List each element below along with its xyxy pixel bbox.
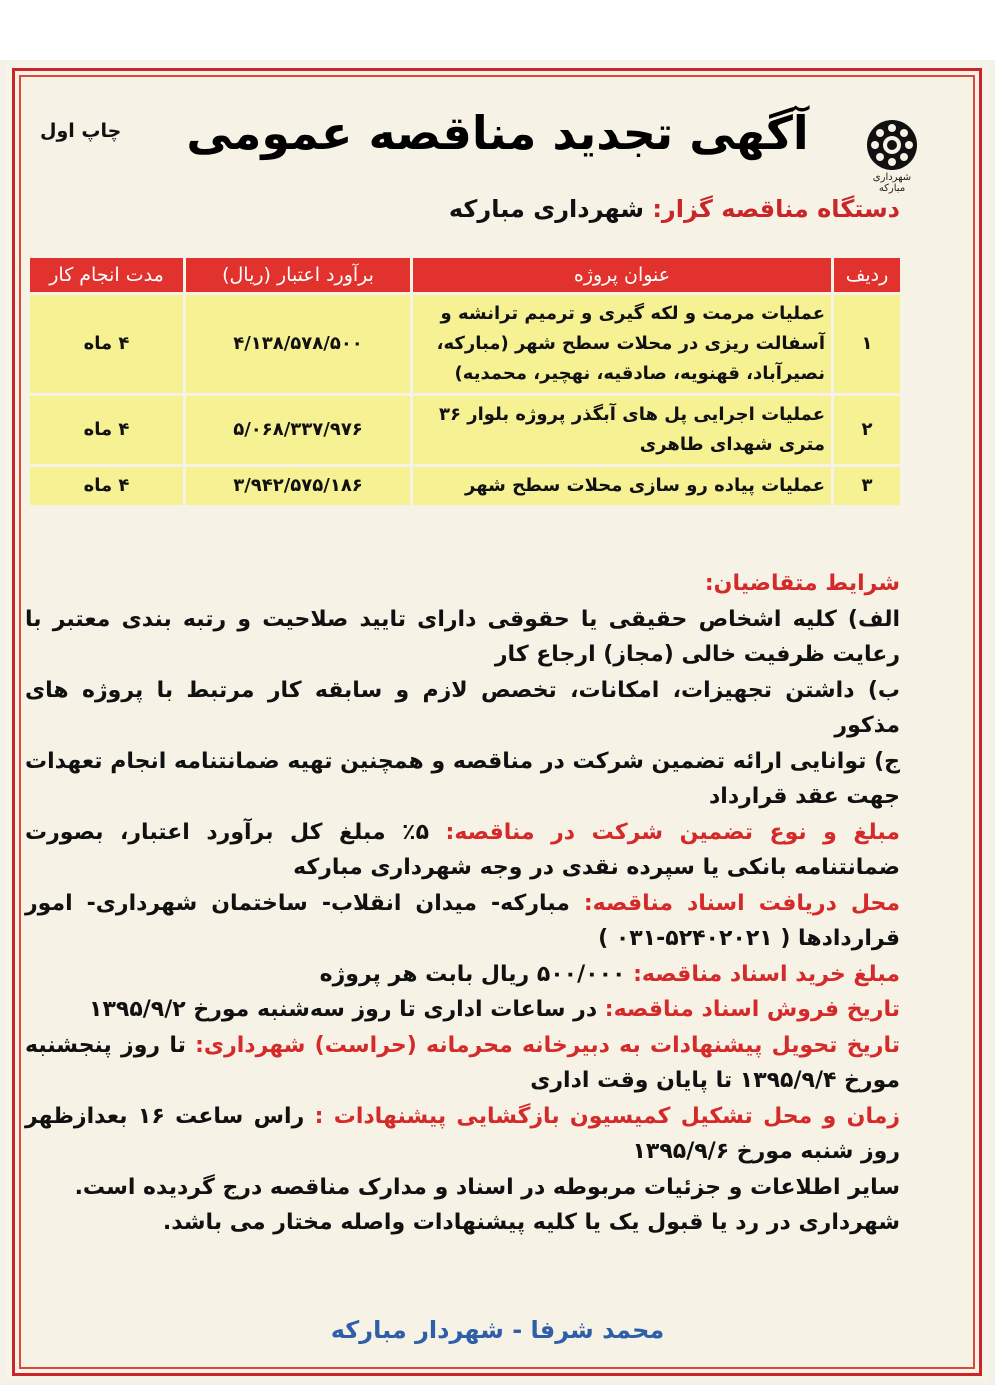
page-top-edge bbox=[0, 0, 995, 60]
documents-place-label: محل دریافت اسناد مناقصه: bbox=[583, 890, 900, 916]
header-project-title: عنوان پروژه bbox=[413, 258, 831, 292]
logo-caption: شهرداری مبارکه bbox=[872, 172, 912, 194]
row-budget: ۳/۹۴۲/۵۷۵/۱۸۶ bbox=[186, 467, 410, 505]
condition-b: ب) داشتن تجهیزات، امکانات، تخصص لازم و سابقه کار مرتبط با پروژه های مذکور bbox=[25, 677, 900, 738]
organizer-value: شهرداری مبارکه bbox=[448, 195, 653, 223]
signature: محمد شرفا - شهردار مبارکه bbox=[330, 1316, 665, 1344]
organizer-line bbox=[449, 195, 900, 223]
sale-date-label: تاریخ فروش اسناد مناقصه: bbox=[604, 997, 900, 1022]
table-row bbox=[30, 396, 900, 464]
row-project-title: عملیات مرمت و لکه گیری و ترمیم ترانشه و آسفالت ریزی در محلات سطح شهر (مبارکه، نصیرآباد، قهنویه، صادقیه، نهچیر، محمدیه) bbox=[413, 295, 831, 393]
header-index: ردیف bbox=[834, 258, 900, 292]
guarantee-line bbox=[25, 815, 900, 886]
projects-table bbox=[27, 255, 903, 508]
table-row bbox=[30, 295, 900, 393]
documents-price-value: ۵۰۰/۰۰۰ ریال بابت هر پروژه bbox=[319, 961, 634, 987]
rights-statement: شهرداری در رد یا قبول یک یا کلیه پیشنهادات واصله مختار می باشد. bbox=[162, 1210, 900, 1235]
condition-a: الف) کلیه اشخاص حقیقی یا حقوقی دارای تایید صلاحیت و رتبه بندی معتبر با رعایت ظرفیت خالی (مجاز) ارجاع کار bbox=[25, 606, 900, 667]
condition-c: ج) توانایی ارائه تضمین شرکت در مناقصه و همچنین تهیه ضمانتنامه انجام تعهدات جهت عقد قرارداد bbox=[25, 748, 900, 809]
organizer-label: دستگاه مناقصه گزار: bbox=[652, 195, 900, 223]
sale-date-line bbox=[25, 992, 900, 1028]
delivery-label: تاریخ تحویل پیشنهادات به دبیرخانه محرمانه (حراست) شهرداری: bbox=[195, 1032, 900, 1058]
documents-place-line bbox=[25, 886, 900, 957]
row-budget: ۴/۱۳۸/۵۷۸/۵۰۰ bbox=[186, 295, 410, 393]
row-index: ۲ bbox=[834, 396, 900, 464]
print-edition-label: چاپ اول bbox=[40, 120, 122, 142]
guarantee-label: مبلغ و نوع تضمین شرکت در مناقصه: bbox=[445, 819, 900, 845]
row-project-title: عملیات پیاده رو سازی محلات سطح شهر bbox=[413, 467, 831, 505]
header-duration: مدت انجام کار bbox=[30, 258, 183, 292]
other-info: سایر اطلاعات و جزئیات مربوطه در اسناد و مدارک مناقصه درج گردیده است. bbox=[74, 1174, 900, 1200]
row-duration: ۴ ماه bbox=[30, 396, 183, 464]
row-index: ۱ bbox=[834, 295, 900, 393]
opening-value: راس ساعت ۱۶ بعدازظهر روز شنبه مورخ ۱۳۹۵/۹/۶ bbox=[25, 1103, 900, 1164]
documents-price-label: مبلغ خرید اسناد مناقصه: bbox=[633, 961, 900, 987]
row-duration: ۴ ماه bbox=[30, 467, 183, 505]
tender-conditions bbox=[25, 566, 900, 1241]
opening-line bbox=[25, 1099, 900, 1170]
table-header-row bbox=[30, 258, 900, 292]
opening-label: زمان و محل تشکیل کمیسیون بازگشایی پیشنهادات : bbox=[314, 1103, 900, 1129]
row-project-title: عملیات اجرایی پل های آبگذر پروژه بلوار ۳۶ متری شهدای طاهری bbox=[413, 396, 831, 464]
guarantee-value: ۵٪ مبلغ کل برآورد اعتبار، بصورت ضمانتنامه بانکی یا سپرده نقدی در وجه شهرداری مبارکه bbox=[25, 819, 900, 880]
header-budget: برآورد اعتبار (ریال) bbox=[186, 258, 410, 292]
conditions-heading: شرایط متقاضیان: bbox=[704, 571, 900, 596]
documents-place-value: مبارکه- میدان انقلاب- ساختمان شهرداری- امور قراردادها ( ۵۲۴۰۲۰۲۱-۰۳۱ ) bbox=[25, 890, 900, 951]
row-index: ۳ bbox=[834, 467, 900, 505]
documents-price-line bbox=[25, 957, 900, 993]
table-row bbox=[30, 467, 900, 505]
row-duration: ۴ ماه bbox=[30, 295, 183, 393]
delivery-value: تا روز پنجشنبه مورخ ۱۳۹۵/۹/۴ تا پایان وقت اداری bbox=[25, 1032, 900, 1093]
page-title: آگهی تجدید مناقصه عمومی bbox=[186, 106, 809, 160]
delivery-line bbox=[25, 1028, 900, 1099]
sale-date-value: در ساعات اداری تا روز سه‌شنبه مورخ ۱۳۹۵/۹/۲ bbox=[89, 997, 605, 1022]
row-budget: ۵/۰۶۸/۳۳۷/۹۷۶ bbox=[186, 396, 410, 464]
